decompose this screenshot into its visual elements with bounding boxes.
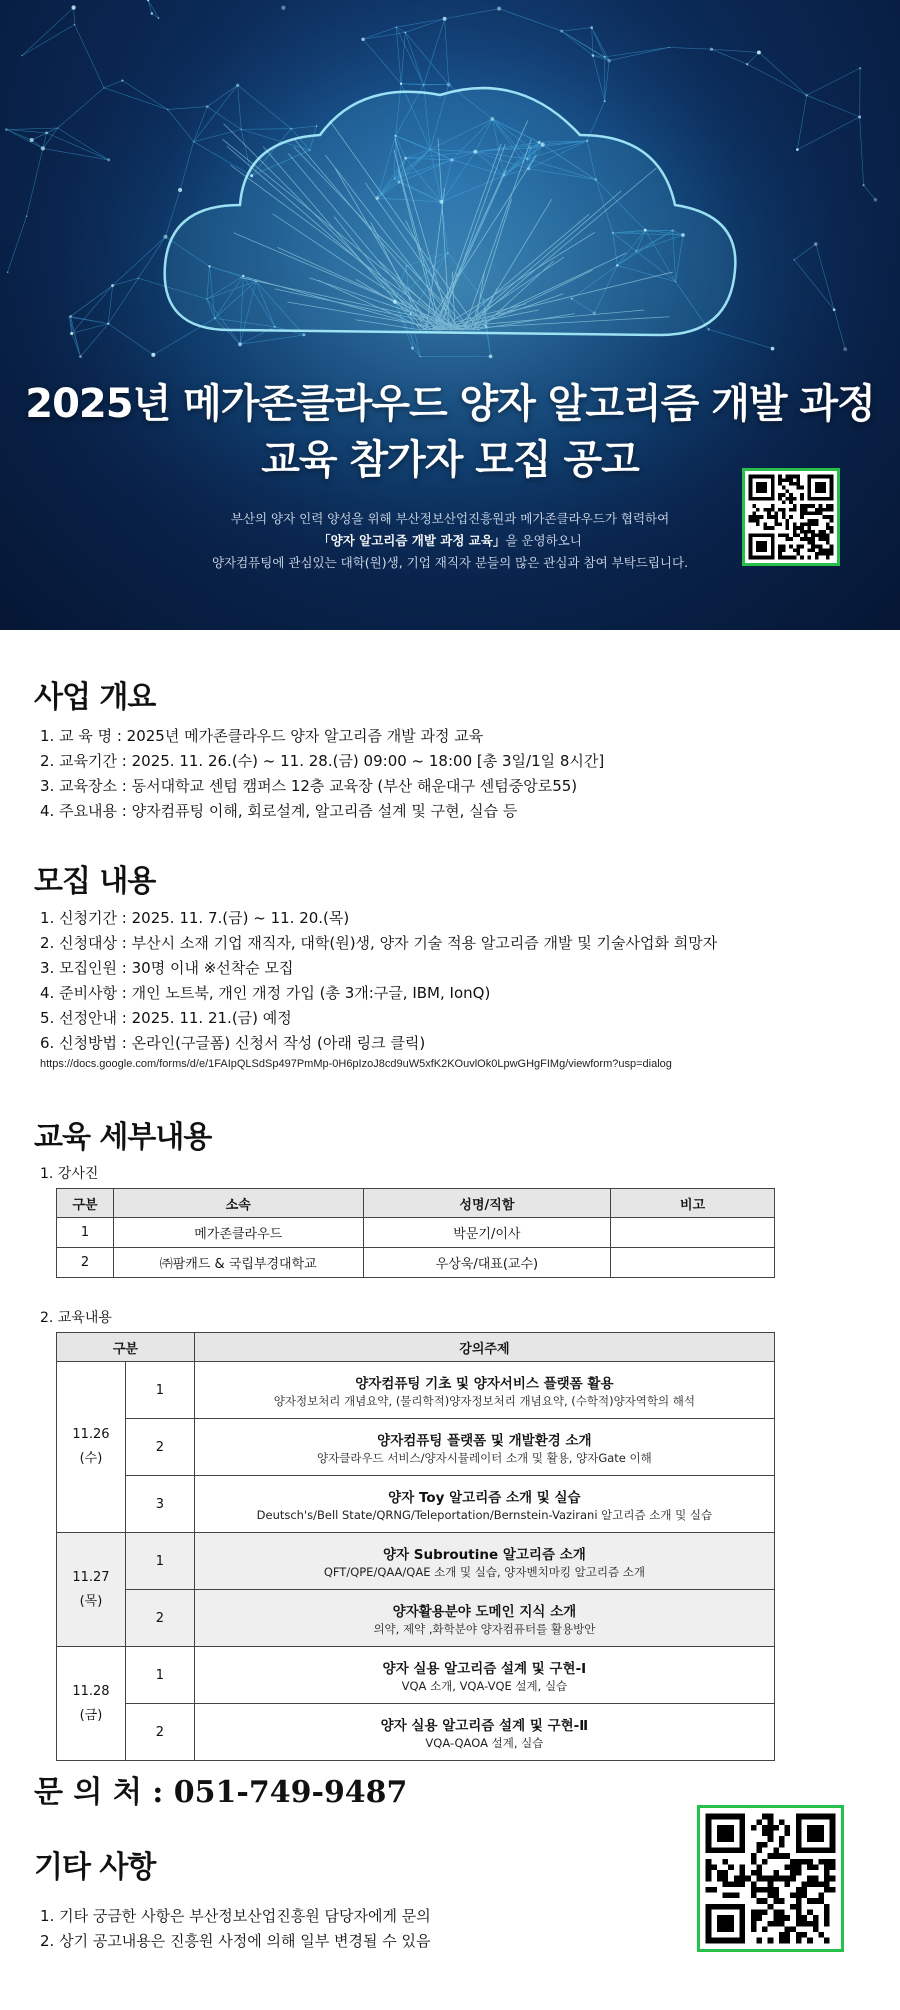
recruit-title: 모집 내용: [34, 864, 156, 899]
table-cell: [611, 1218, 775, 1248]
session-topic: 양자 Subroutine 알고리즘 소개 QFT/QPE/QAA/QAE 소개 및 실습, 양자벤치마킹 알고리즘 소개: [194, 1533, 774, 1590]
instructors-label: 1. 강사진: [40, 1166, 99, 1182]
list-item: 2. 상기 공고내용은 진흥원 사정에 의해 일부 변경될 수 있음: [40, 1932, 431, 1950]
session-number: 2: [125, 1590, 194, 1647]
details-title: 교육 세부내용: [34, 1120, 212, 1155]
table-row: [57, 1248, 775, 1278]
session-number: 2: [125, 1704, 194, 1761]
table-row: [57, 1362, 775, 1419]
table-cell: 2: [57, 1248, 114, 1278]
table-row: [57, 1476, 775, 1533]
list-item: 2. 교육기간 : 2025. 11. 26.(수) ~ 11. 28.(금) 09:00 ~ 18:00 [총 3일/1일 8시간]: [40, 752, 605, 770]
session-topic: 양자컴퓨팅 플랫폼 및 개발환경 소개 양자클라우드 서비스/양자시뮬레이터 소개 및 활용, 양자Gate 이해: [194, 1419, 774, 1476]
session-number: 2: [125, 1419, 194, 1476]
table-header: 구분: [57, 1189, 114, 1218]
list-item: 1. 신청기간 : 2025. 11. 7.(금) ~ 11. 20.(목): [40, 909, 350, 927]
curriculum-table: [56, 1332, 775, 1761]
table-header: 강의주제: [194, 1333, 774, 1362]
list-item: 6. 신청방법 : 온라인(구글폼) 신청서 작성 (아래 링크 클릭): [40, 1034, 426, 1052]
session-topic: 양자컴퓨팅 기초 및 양자서비스 플랫폼 활용 양자정보처리 개념요약, (물리학적)양자정보처리 개념요약, (수학적)양자역학의 해석: [194, 1362, 774, 1419]
session-date: 11.26 (수): [57, 1362, 126, 1533]
hero-description-line1: 부산의 양자 인력 양성을 위해 부산정보산업진흥원과 메가존클라우드가 협력하여: [230, 511, 670, 526]
hero-banner: [0, 0, 900, 630]
table-row: [57, 1218, 775, 1248]
list-item: 1. 기타 궁금한 사항은 부산정보산업진흥원 담당자에게 문의: [40, 1907, 431, 1925]
table-cell: 박문기/이사: [363, 1218, 611, 1248]
table-row: [57, 1590, 775, 1647]
contact-phone: 문 의 처 : 051-749-9487: [34, 1775, 408, 1810]
list-item: 3. 교육장소 : 동서대학교 센텀 캠퍼스 12층 교육장 (부산 해운대구 센텀중앙로55): [40, 777, 578, 795]
table-row: [57, 1647, 775, 1704]
list-item: 4. 주요내용 : 양자컴퓨팅 이해, 회로설계, 알고리즘 설계 및 구현, 실습 등: [40, 802, 518, 820]
table-cell: 우상욱/대표(교수): [363, 1248, 611, 1278]
table-cell: ㈜팜캐드 & 국립부경대학교: [113, 1248, 363, 1278]
list-item: 2. 신청대상 : 부산시 소재 기업 재직자, 대학(원)생, 양자 기술 적용 알고리즘 개발 및 기술사업화 희망자: [40, 934, 718, 952]
session-topic: 양자 실용 알고리즘 설계 및 구현-Ⅱ VQA-QAOA 설계, 실습: [194, 1704, 774, 1761]
application-form-link[interactable]: https://docs.google.com/forms/d/e/1FAIpQLSdSp497PmMp-0H6pIzoJ8cd9uW5xfK2KOuvlOk0LpwGHgFIMg/viewform?usp=dialog: [40, 1058, 672, 1070]
session-number: 3: [125, 1476, 194, 1533]
session-topic: 양자활용분야 도메인 지식 소개 의약, 제약 ,화학분야 양자컴퓨터를 활용방안: [194, 1590, 774, 1647]
table-cell: [611, 1248, 775, 1278]
table-header: 비고: [611, 1189, 775, 1218]
table-cell: 메가존클라우드: [113, 1218, 363, 1248]
page-title-line2: 교육 참가자 모집 공고: [261, 437, 639, 483]
session-date: 11.28 (금): [57, 1647, 126, 1761]
table-cell: 1: [57, 1218, 114, 1248]
session-number: 1: [125, 1362, 194, 1419]
session-topic: 양자 Toy 알고리즘 소개 및 실습 Deutsch's/Bell State/QRNG/Teleportation/Bernstein-Vazirani 알고리즘 소개 및 실습: [194, 1476, 774, 1533]
table-header: 구분: [57, 1333, 195, 1362]
table-row: [57, 1704, 775, 1761]
curriculum-label: 2. 교육내용: [40, 1310, 112, 1326]
list-item: 3. 모집인원 : 30명 이내 ※선착순 모집: [40, 959, 294, 977]
overview-title: 사업 개요: [34, 680, 156, 715]
session-number: 1: [125, 1533, 194, 1590]
session-date: 11.27 (목): [57, 1533, 126, 1647]
session-topic: 양자 실용 알고리즘 설계 및 구현-Ⅰ VQA 소개, VQA-VQE 설계, 실습: [194, 1647, 774, 1704]
etc-list: [40, 1904, 431, 1954]
session-number: 1: [125, 1647, 194, 1704]
course-name-highlight: 「양자 알고리즘 개발 과정 교육」: [318, 533, 506, 548]
recruit-list: [40, 906, 717, 1056]
qr-code-icon[interactable]: [697, 1805, 844, 1952]
hero-description-line2-rest: 을 운영하오니: [505, 533, 582, 548]
hero-description-line3: 양자컴퓨팅에 관심있는 대학(원)생, 기업 재직자 분들의 많은 관심과 참여 부탁드립니다.: [211, 555, 689, 570]
list-item: 1. 교 육 명 : 2025년 메가존클라우드 양자 알고리즘 개발 과정 교육: [40, 727, 484, 745]
qr-code-icon[interactable]: [742, 468, 840, 566]
list-item: 4. 준비사항 : 개인 노트북, 개인 개정 가입 (총 3개:구글, IBM, IonQ): [40, 984, 491, 1002]
instructors-table: [56, 1188, 775, 1278]
page-title-line1: 2025년 메가존클라우드 양자 알고리즘 개발 과정: [25, 381, 875, 427]
table-header: 성명/직함: [363, 1189, 611, 1218]
etc-title: 기타 사항: [34, 1850, 156, 1885]
list-item: 5. 선정안내 : 2025. 11. 21.(금) 예정: [40, 1009, 292, 1027]
table-header: 소속: [113, 1189, 363, 1218]
table-row: [57, 1533, 775, 1590]
overview-list: [40, 724, 604, 824]
table-row: [57, 1419, 775, 1476]
